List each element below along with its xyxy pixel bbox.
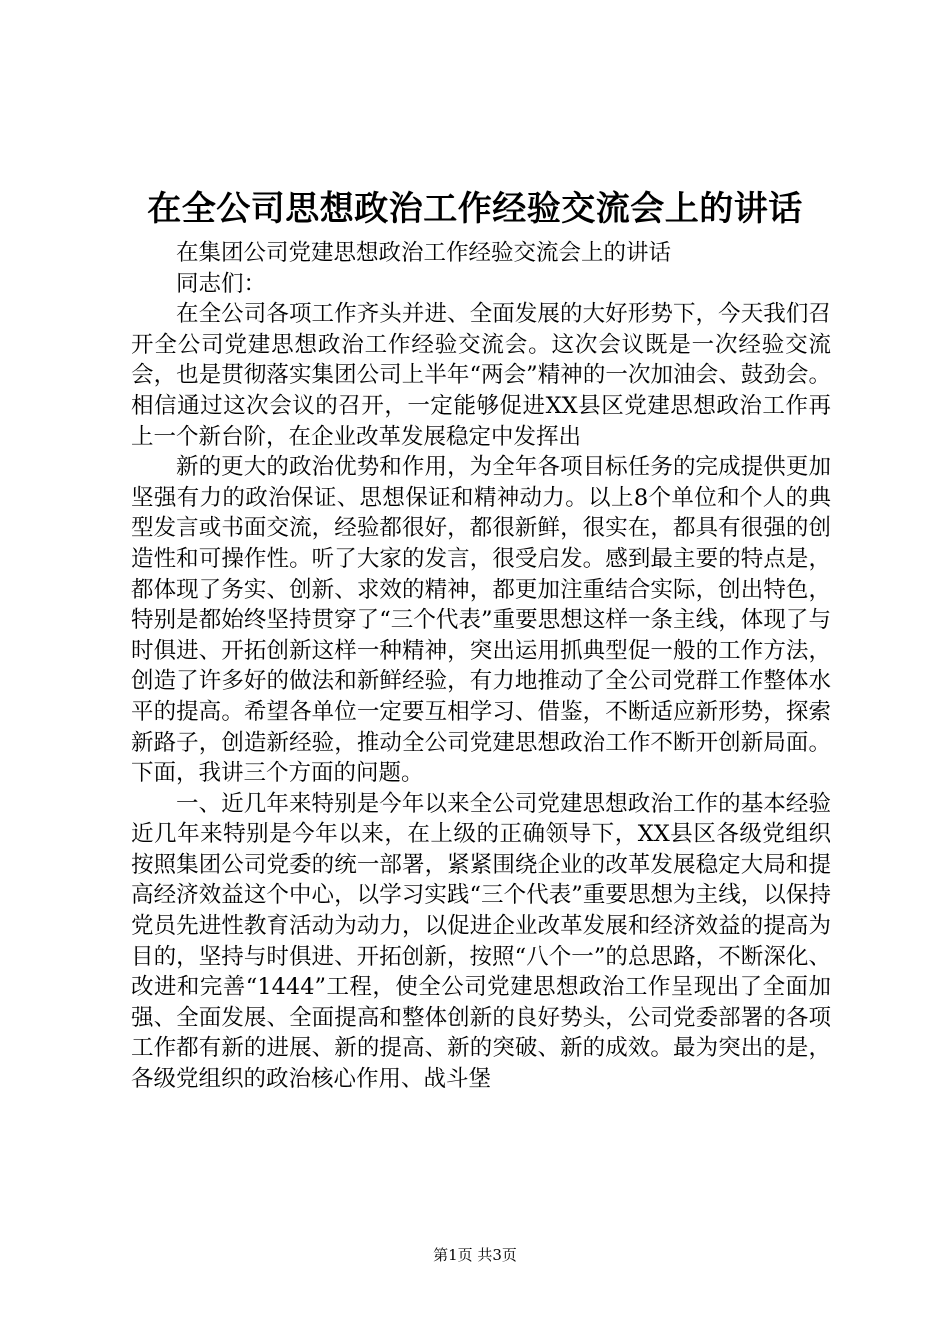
body-paragraph: 在全公司各项工作齐头并进、全面发展的大好形势下，今天我们召开全公司党建思想政治工作经验交流会。这次会议既是一次经验交流会，也是贯彻落实集团公司上半年“两会”精神的一次加油会、鼓劲会。相信通过这次会议的召开，一定能够促进XX县区党建思想政治工作再上一个新台阶，在企业改革发展稳定中发挥出: [131, 301, 831, 450]
salutation-paragraph: 同志们：: [176, 270, 267, 297]
document-title: 在全公司思想政治工作经验交流会上的讲话: [147, 189, 803, 229]
body-paragraph: 新的更大的政治优势和作用，为全年各项目标任务的完成提供更加坚强有力的政治保证、思想保证和精神动力。以上8个单位和个人的典型发言或书面交流，经验都很好，都很新鲜，很实在，都具有很强的创造性和可操作性。听了大家的发言，很受启发。感到最主要的特点是，都体现了务实、创新、求效的精神，都更加注重结合实际，创出特色，特别是都始终坚持贯穿了“三个代表”重要思想这样一条主线，体现了与时俱进、开拓创新这样一种精神，突出运用抓典型促一般的工作方法，创造了许多好的做法和新鲜经验，有力地推动了全公司党群工作整体水平的提高。希望各单位一定要互相学习、借鉴，不断适应新形势，探索新路子，创造新经验，推动全公司党建思想政治工作不断开创新局面。下面，我讲三个方面的问题。: [131, 454, 831, 787]
document-body: [131, 238, 831, 1095]
subtitle-paragraph: 在集团公司党建思想政治工作经验交流会上的讲话: [176, 240, 672, 266]
page-number-footer: 第1页 共3页: [433, 1246, 517, 1264]
body-paragraph: 一、近几年来特别是今年以来全公司党建思想政治工作的基本经验近几年来特别是今年以来，在上级的正确领导下，XX县区各级党组织按照集团公司党委的统一部署，紧紧围绕企业的改革发展稳定大局和提高经济效益这个中心，以学习实践“三个代表”重要思想为主线，以保持党员先进性教育活动为动力，以促进企业改革发展和经济效益的提高为目的，坚持与时俱进、开拓创新，按照“八个一”的总思路，不断深化、改进和完善“1444”工程，使全公司党建思想政治工作呈现出了全面加强、全面发展、全面提高和整体创新的良好势头，公司党委部署的各项工作都有新的进展、新的提高、新的突破、新的成效。最为突出的是，各级党组织的政治核心作用、战斗堡: [131, 790, 831, 1093]
